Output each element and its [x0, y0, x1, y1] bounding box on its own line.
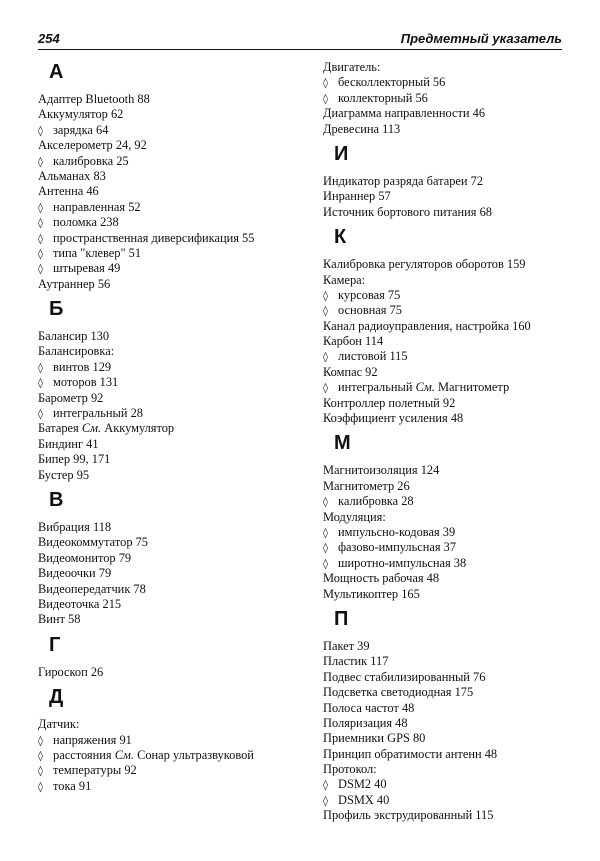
entry-text: Барометр 92: [38, 390, 104, 405]
entry-text: калибровка 28: [338, 494, 414, 509]
index-entry: [38, 169, 310, 184]
index-entry: [323, 122, 585, 137]
index-section: [38, 488, 310, 628]
entry-text: Адаптер Bluetooth 88: [38, 92, 150, 106]
index-entry: [323, 174, 585, 189]
entry-text: Магнитометр 26: [323, 478, 410, 493]
entry-text: Вибрация 118: [38, 519, 112, 534]
entry-text: импульсно-кодовая 39: [338, 524, 456, 539]
sub-entry: [38, 779, 310, 794]
index-entry: [38, 612, 310, 627]
index-entry: [323, 701, 585, 716]
lozenge-icon: ◊: [38, 781, 43, 793]
entry-text: Контроллер полетный 92: [323, 395, 456, 410]
entry-text: DSMX 40: [338, 792, 390, 807]
see-target: Сонар ультразвуковой: [137, 747, 254, 762]
index-entry: [38, 452, 310, 467]
sub-entry: [38, 123, 310, 138]
index-entry: [323, 762, 585, 777]
lozenge-icon: ◊: [323, 352, 328, 364]
see-reference: См.: [114, 747, 134, 762]
sub-entry: [323, 793, 585, 808]
entry-list: [323, 463, 585, 602]
index-entry: [38, 92, 310, 107]
page-number: 254: [38, 31, 60, 46]
see-reference: См.: [415, 380, 435, 395]
section-letter: Б: [49, 298, 64, 321]
index-section: [323, 60, 585, 137]
entry-text: Акселерометр 24, 92: [38, 138, 147, 153]
entry-text: интегральный: [338, 380, 413, 395]
index-entry: [38, 520, 310, 535]
entry-text: Магнитоизоляция 124: [323, 463, 440, 478]
entry-text: Аутраннер 56: [38, 276, 111, 291]
sub-entry: [38, 261, 310, 276]
entry-text: Инраннер 57: [323, 189, 391, 204]
entry-text: Биндинг 41: [38, 436, 99, 451]
index-section: [38, 685, 310, 794]
entry-text: Полоса частот 48: [323, 700, 415, 715]
lozenge-icon: ◊: [323, 558, 328, 570]
entry-text: моторов 131: [53, 375, 119, 390]
index-section: [323, 431, 585, 602]
sub-entry: [323, 288, 585, 303]
index-entry: [323, 273, 585, 288]
index-section: [38, 633, 310, 680]
index-entry: [38, 535, 310, 550]
entry-text: Мультикоптер 165: [323, 586, 420, 601]
entry-list: [323, 257, 585, 426]
sub-entry: [38, 360, 310, 375]
index-entry: [38, 468, 310, 483]
entry-text: Пластик 117: [323, 654, 389, 669]
index-entry: [38, 107, 310, 122]
entry-text: Профиль экструдированный 115: [323, 808, 494, 823]
index-entry: [323, 670, 585, 685]
entry-text: DSM2 40: [338, 777, 387, 792]
entry-text: Коэффициент усиления 48: [323, 411, 464, 426]
see-target: Магнитометр: [437, 380, 510, 395]
entry-text: Аккумулятор 62: [38, 107, 124, 122]
lozenge-icon: ◊: [38, 218, 43, 230]
lozenge-icon: ◊: [38, 125, 43, 137]
entry-list: [38, 717, 310, 794]
index-section: [323, 607, 585, 824]
lozenge-icon: ◊: [38, 750, 43, 762]
section-letter: П: [334, 607, 349, 630]
sub-entry: [323, 556, 585, 571]
index-entry: [323, 587, 585, 602]
index-entry: [323, 685, 585, 700]
sub-entry: [323, 91, 585, 106]
entry-text: Видеопередатчик 78: [38, 581, 146, 596]
lozenge-icon: ◊: [323, 543, 328, 555]
header-rule: [38, 49, 562, 50]
index-entry: [323, 654, 585, 669]
sub-entry: [38, 215, 310, 230]
entry-text: Батарея: [38, 421, 79, 436]
entry-list: [323, 639, 585, 824]
entry-text: Диаграмма направленности 46: [323, 106, 486, 121]
section-letter: К: [334, 226, 347, 249]
entry-list: [38, 92, 310, 292]
entry-text: Подвес стабилизированный 76: [323, 669, 486, 684]
index-entry: [38, 566, 310, 581]
index-section: [323, 225, 585, 426]
index-entry: [323, 319, 585, 334]
entry-list: [323, 174, 585, 220]
index-entry: [323, 189, 585, 204]
index-entry: [38, 184, 310, 199]
entry-text: Источник бортового питания 68: [323, 204, 492, 219]
entry-text: тока 91: [53, 778, 92, 793]
entry-text: расстояния: [53, 747, 112, 762]
index-entry: [38, 329, 310, 344]
entry-text: Видеоточка 215: [38, 596, 122, 611]
sub-entry: [323, 349, 585, 364]
entry-text: направленная 52: [53, 199, 141, 214]
index-entry: [323, 463, 585, 478]
sub-entry: [323, 494, 585, 509]
entry-text: Пакет 39: [323, 638, 370, 653]
entry-text: листовой 115: [338, 349, 408, 364]
sub-entry: [323, 540, 585, 555]
lozenge-icon: ◊: [323, 290, 328, 302]
entry-text: зарядка 64: [53, 122, 109, 137]
entry-text: Бипер 99, 171: [38, 452, 111, 467]
index-section: [323, 142, 585, 220]
index-entry: [38, 597, 310, 612]
lozenge-icon: ◊: [323, 93, 328, 105]
index-entry: [323, 716, 585, 731]
index-entry: [323, 365, 585, 380]
index-section: [38, 297, 310, 483]
see-target: Аккумулятор: [104, 421, 175, 436]
entry-text: основная 75: [338, 303, 402, 318]
index-entry: [38, 582, 310, 597]
index-entry: [323, 257, 585, 272]
entry-list: [38, 329, 310, 483]
entry-text: Карбон 114: [323, 334, 384, 349]
lozenge-icon: ◊: [38, 233, 43, 245]
entry-text: Индикатор разряда батареи 72: [323, 173, 484, 188]
index-entry: [323, 205, 585, 220]
lozenge-icon: ◊: [38, 735, 43, 747]
index-entry: [38, 437, 310, 452]
entry-text: Камера:: [323, 272, 366, 287]
entry-text: Канал радиоуправления, настройка 160: [323, 318, 531, 333]
entry-text: Видеомонитор 79: [38, 550, 132, 565]
index-entry: [38, 344, 310, 359]
entry-list: [323, 60, 585, 137]
index-entry: [38, 717, 310, 732]
entry-text: напряжения 91: [53, 732, 132, 747]
entry-text: Древесина 113: [323, 121, 401, 136]
sub-entry: [38, 200, 310, 215]
entry-text: Модуляция:: [323, 509, 386, 524]
lozenge-icon: ◊: [38, 766, 43, 778]
lozenge-icon: ◊: [38, 264, 43, 276]
index-entry: [323, 334, 585, 349]
sub-entry: [38, 246, 310, 261]
entry-text: поломка 238: [53, 215, 119, 230]
entry-list: [38, 665, 310, 680]
entry-text: калибровка 25: [53, 153, 129, 168]
entry-text: штыревая 49: [53, 261, 121, 276]
lozenge-icon: ◊: [38, 202, 43, 214]
entry-text: Антенна 46: [38, 184, 99, 199]
entry-text: Балансировка:: [38, 344, 115, 359]
index-entry: [323, 106, 585, 121]
entry-text: типа "клевер" 51: [53, 245, 142, 260]
index-entry: [323, 510, 585, 525]
index-entry: [38, 391, 310, 406]
section-letter: Г: [49, 633, 61, 656]
lozenge-icon: ◊: [323, 497, 328, 509]
sub-entry: [323, 777, 585, 792]
right-column: [323, 60, 585, 824]
index-entry: [323, 60, 585, 75]
entry-text: бесколлекторный 56: [338, 75, 446, 90]
entry-text: винтов 129: [53, 359, 112, 374]
sub-entry: [38, 763, 310, 778]
index-entry: [323, 731, 585, 746]
section-letter: А: [49, 61, 64, 83]
lozenge-icon: ◊: [323, 306, 328, 318]
entry-text: температуры 92: [53, 763, 137, 778]
entry-text: Калибровка регуляторов оборотов 159: [323, 257, 526, 272]
entry-text: Видеоочки 79: [38, 566, 112, 581]
entry-text: фазово-импульсная 37: [338, 540, 457, 555]
see-reference: См.: [81, 421, 102, 436]
entry-text: Винт 58: [38, 612, 81, 627]
entry-text: Протокол:: [323, 762, 377, 777]
running-title: Предметный указатель: [400, 31, 562, 46]
sub-entry: [323, 525, 585, 540]
section-letter: В: [49, 488, 64, 511]
index-section: [38, 60, 310, 292]
index-entry: [323, 396, 585, 411]
sub-entry: [38, 406, 310, 421]
section-letter: И: [334, 142, 349, 165]
lozenge-icon: ◊: [38, 362, 43, 374]
sub-entry: [38, 375, 310, 390]
lozenge-icon: ◊: [38, 378, 43, 390]
left-column: [38, 60, 310, 794]
index-entry: [323, 747, 585, 762]
entry-text: Поляризация 48: [323, 715, 408, 730]
entry-text: пространственная диверсификация 55: [53, 230, 255, 245]
entry-text: Мощность рабочая 48: [323, 571, 440, 586]
entry-text: Видеокоммутатор 75: [38, 535, 148, 550]
lozenge-icon: ◊: [323, 383, 328, 395]
index-entry: [38, 138, 310, 153]
sub-entry: [323, 75, 585, 90]
entry-list: [38, 520, 310, 628]
entry-text: курсовая 75: [338, 287, 401, 302]
entry-text: Датчик:: [38, 717, 80, 732]
index-entry: [323, 479, 585, 494]
entry-text: Бустер 95: [38, 467, 90, 482]
index-entry: [38, 551, 310, 566]
page-header: [38, 31, 562, 51]
index-entry: [38, 277, 310, 292]
entry-text: Приемники GPS 80: [323, 731, 426, 746]
lozenge-icon: ◊: [323, 795, 328, 807]
lozenge-icon: ◊: [323, 78, 328, 90]
index-entry: [323, 571, 585, 586]
sub-entry: [38, 154, 310, 169]
entry-text: коллекторный 56: [338, 90, 428, 105]
index-entry: [323, 808, 585, 823]
lozenge-icon: ◊: [38, 156, 43, 168]
entry-text: Гироскоп 26: [38, 664, 104, 679]
lozenge-icon: ◊: [38, 409, 43, 421]
entry-text: Подсветка светодиодная 175: [323, 685, 474, 700]
section-letter: Д: [49, 686, 64, 709]
section-letter: М: [334, 432, 351, 455]
entry-text: Балансир 130: [38, 329, 110, 344]
index-entry: [38, 421, 310, 436]
entry-text: Компас 92: [323, 364, 378, 379]
sub-entry: [38, 231, 310, 246]
entry-text: Альманах 83: [38, 168, 106, 183]
index-entry: [323, 639, 585, 654]
sub-entry: [323, 303, 585, 318]
entry-text: Двигатель:: [323, 60, 381, 74]
lozenge-icon: ◊: [38, 248, 43, 260]
index-entry: [323, 411, 585, 426]
entry-text: интегральный 28: [53, 406, 143, 421]
lozenge-icon: ◊: [323, 780, 328, 792]
entry-text: Принцип обратимости антенн 48: [323, 746, 498, 761]
sub-entry: [38, 748, 310, 763]
entry-text: широтно-импульсная 38: [338, 555, 467, 570]
index-entry: [38, 665, 310, 680]
sub-entry: [323, 380, 585, 395]
lozenge-icon: ◊: [323, 527, 328, 539]
sub-entry: [38, 733, 310, 748]
